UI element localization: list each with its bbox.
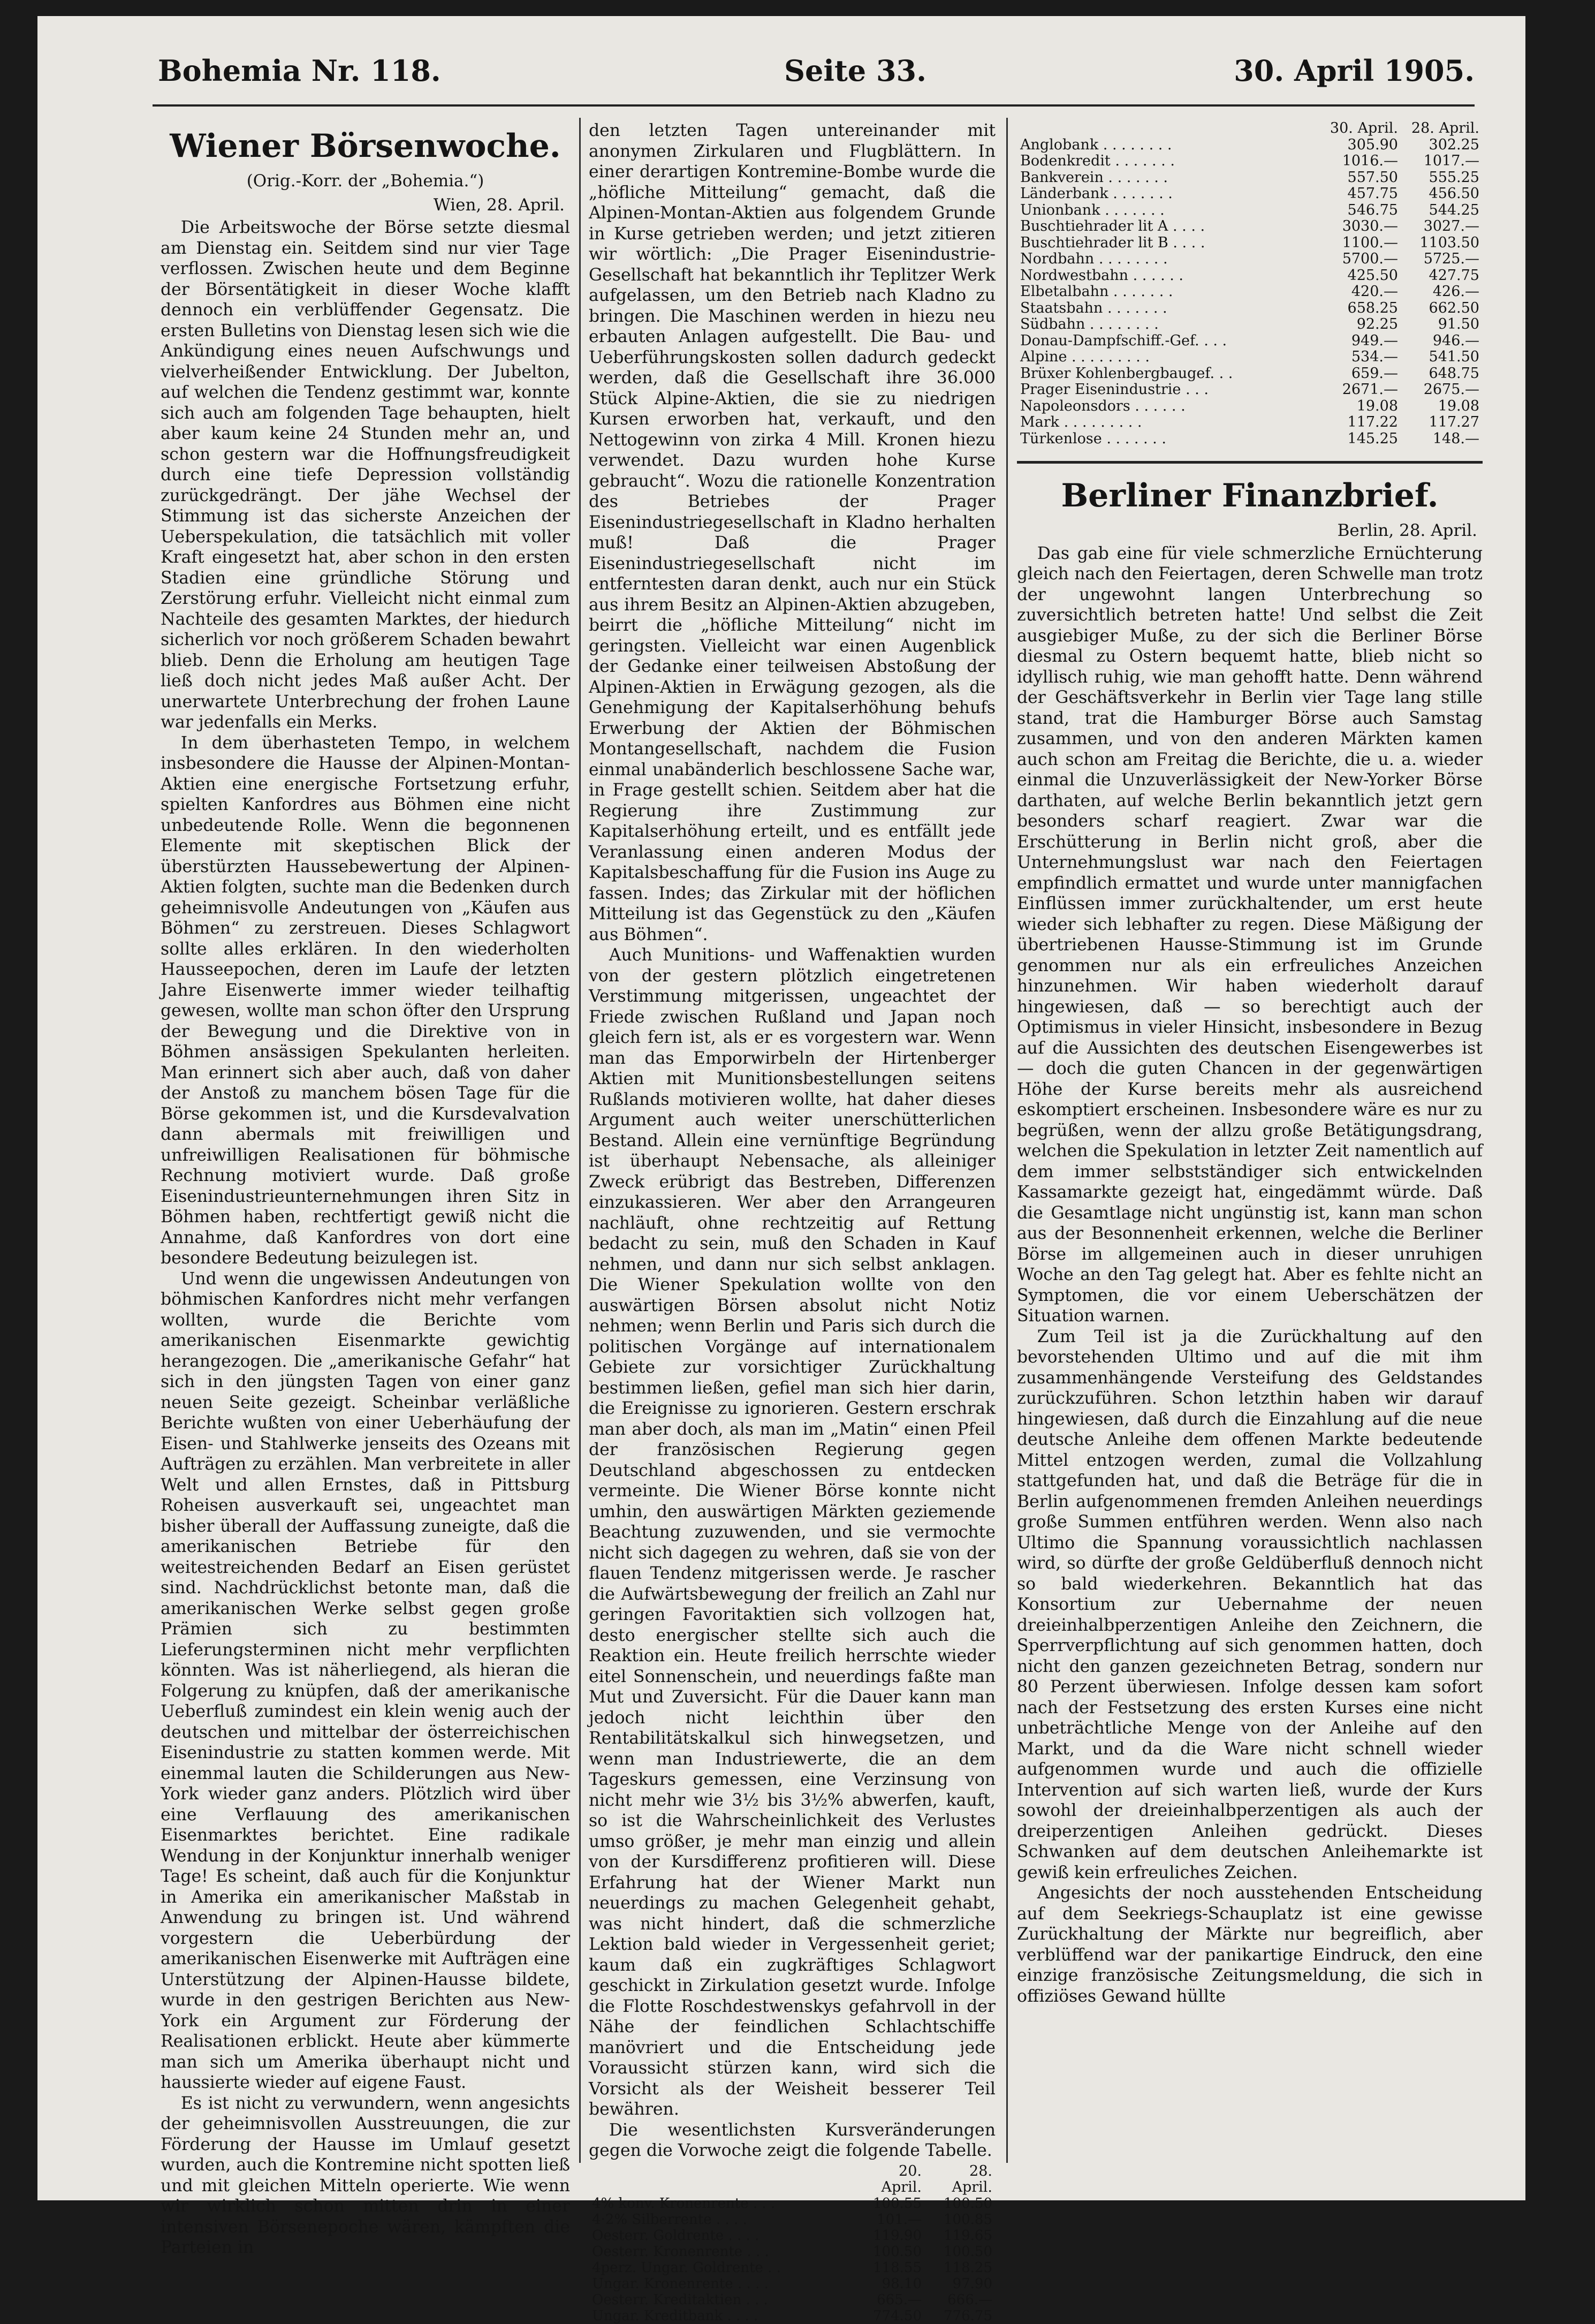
price-value: 148.— [1432,430,1479,447]
newspaper-issue: Bohemia Nr. 118. [158,54,441,88]
price-value: 555.25 [1429,169,1479,186]
security-name: Buschtiehrader lit A . . . . [1020,218,1205,234]
column-3 [1017,120,1483,2187]
table-row [1017,316,1483,333]
price-value: 5725.— [1423,251,1479,267]
security-name: Prager Eisenindustrie . . . [1020,381,1209,398]
column-1 [161,120,570,2257]
table-row [1017,414,1483,431]
price-value: 534.— [1351,349,1398,365]
price-value: 949.— [1351,332,1398,349]
table-row [1017,186,1483,202]
paragraph: Angesichts der noch ausstehenden Entscheidung auf dem Seekriegs-Schauplatz ist eine gewisse Zurückhaltung der Märkte nur begreiflich, aber verblüffend war der panikartige Eindruck, den eine einzige französische Zeitungsmeldung, die sich in offiziöses Gewand hüllte [1017,1883,1483,2006]
price-value: 456.50 [1429,185,1479,202]
price-value: 1103.50 [1419,234,1479,251]
security-name: Ungar. Kreditbank . . . . [592,2307,758,2324]
price-value: 100.55 [873,2195,922,2212]
price-value: 19.08 [1356,397,1398,414]
column-divider [579,118,581,2163]
price-value: 100.50 [873,2243,922,2260]
security-name: Oesterr. Goldrente . . . . [592,2227,759,2244]
price-value: 659.— [1351,365,1398,382]
price-value: 946.— [1432,332,1479,349]
security-name: Südbahn . . . . . . . . [1020,316,1159,332]
price-value: 544.25 [1429,201,1479,218]
table-header: 28. April. [952,2162,992,2196]
price-value: 666.— [947,2291,992,2308]
table-row [1017,202,1483,219]
price-value: 302.25 [1429,136,1479,153]
table-row [1017,251,1483,268]
price-value: 658.25 [1347,299,1398,316]
price-value: 776.75 [944,2307,992,2324]
price-value: 119.90 [873,2227,922,2244]
column-divider [1006,118,1008,2163]
table-row [1017,268,1483,284]
security-name: 4% konv. Kronenrente . . . [592,2195,776,2212]
paragraph: Das gab eine für viele schmerzliche Ernüchterung gleich nach den Feiertagen, deren Schwelle man trotz der ungewohnt langen Unterbrechung so zuversichtlich betreten hatte! Und selbst die Zeit ausgiebiger Muße, zu der sich die Berliner Börse diesmal zu Ostern bequemt hatte, blieb nicht so idyllisch ruhig, wie man gehofft hatte. Denn während der Geschäftsverkehr in Berlin vier Tage lang stille stand, trat die Hamburger Börse auch Samstag zusammen, und von den anderen Märkten kamen auch schon am Freitag die Berichte, die u. a. wieder einmal die Unzuverlässigkeit der New-Yorker Börse darthaten, auf welche Berlin bekanntlich jetzt gern besonders scharf reagiert. Zwar war die Erschütterung in Berlin nicht groß, aber die Unternehmungslust war nach den Feiertagen empfindlich ermattet und wurde unter mannigfachen Einflüssen immer zurückhaltender, um erst heute wieder sich lebhafter zu regen. Diese Mäßigung der übertriebenen Hausse-Stimmung ist im Grunde genommen nur als ein erfreuliches Anzeichen hinzunehmen. Wir haben wiederholt darauf hingewiesen, daß — so berechtigt auch der Optimismus in vieler Hinsicht, insbesondere in Bezug auf die Aussichten des deutschen Eisengewerbes ist — doch die guten Chancen in der gegenwärtigen Höhe der Kurse bereits mehr als ausreichend eskomptiert erscheinen. Insbesondere wäre es nur zu begrüßen, wenn der allzu große Betätigungsdrang, welchen die Spekulation in letzter Zeit namentlich auf dem immer selbstständiger sich entwickelnden Kassamarkte gezeigt hat, eingedämmt würde. Daß die Gesamtlage nicht ungünstig ist, kann man schon aus der Besonnenheit erkennen, welche die Berliner Börse im allgemeinen auch in dieser unruhigen Woche an den Tag gelegt hat. Aber es fehlte nicht an Symptomen, die vor einem Ueberschätzen der Situation warnen. [1017,543,1483,1326]
table-row [589,2212,996,2228]
price-value: 5700.— [1342,251,1398,267]
price-value: 427.75 [1429,267,1479,284]
security-name: Alpine . . . . . . . . . [1020,349,1150,365]
price-value: 648.75 [1429,365,1479,382]
security-name: Elbetalbahn . . . . . . . [1020,283,1173,300]
article-dateline: Berlin, 28. April. [1337,521,1477,540]
price-value: 117.27 [1429,414,1479,430]
table-row [589,2276,996,2292]
price-value: 19.08 [1438,397,1479,414]
article-title: Berliner Finanzbrief. [1061,477,1439,514]
article-title: Wiener Börsenwoche. [170,127,561,165]
paragraph: Die wesentlichsten Kursveränderungen gegen die Vorwoche zeigt die folgende Tabelle. [589,2120,996,2160]
table-row [1017,235,1483,252]
price-value: 305.90 [1347,136,1398,153]
table-row [1017,284,1483,300]
security-name: Nordbahn . . . . . . . . [1020,251,1168,267]
price-value: 100.85 [944,2211,992,2228]
security-name: Nordwestbahn . . . . . . [1020,267,1184,284]
paragraph: Und wenn die ungewissen Andeutungen von böhmischen Kanfordres nicht mehr verfangen wollten, wurde die Berichte vom amerikanischen Eisenmarkte gewichtig herangezogen. Die „amerikanische Gefahr“ hat sich in den jüngsten Tagen von einer ganz neuen Seite gezeigt. Scheinbar verläßliche Berichte wußten von einer Ueberhäufung der Eisen- und Stahlwerke jenseits des Ozeans mit Aufträgen zu erzählen. Man verbreitete in aller Welt und allen Ernstes, daß in Pittsburg Roheisen ausverkauft sei, ungeachtet man bisher überall der Auffassung zuneigte, daß die amerikanischen Betriebe für den weitestreichenden Bedarf an Eisen gerüstet sind. Nachdrücklichst betonte man, daß die amerikanischen Werke selbst gegen große Prämien sich zu bestimmten Lieferungsterminen nicht mehr verpflichten könnten. Was ist näherliegend, als hieran die Folgerung zu knüpfen, daß der amerikanische Ueberfluß zumindest ein klein wenig auch der deutschen und mittelbar der österreichischen Eisenindustrie zu statten kommen werde. Mit einemmal lauten die Schilderungen aus New-York wieder ganz anders. Plötzlich wird über eine Verflauung des amerikanischen Eisenmarktes berichtet. Eine radikale Wendung in der Konjunktur innerhalb weniger Tage! Es scheint, daß auch für die Konjunktur in Amerika ein amerikanischer Maßstab in Anwendung zu bringen ist. Und während vorgestern die Ueberbürdung der amerikanischen Eisenwerke mit Aufträgen eine Unterstützung der Alpinen-Hausse bildete, wurde in den gestrigen Berichten aus New-York ein Argument zur Förderung der Realisationen erblickt. Heute aber kümmerte man sich um Amerika überhaupt nicht und haussierte wieder auf eigene Faust. [161,1269,570,2092]
paragraph: den letzten Tagen untereinander mit anonymen Zirkularen und Flugblättern. In einer derartigen Kontremine-Bombe wurde die „höfliche Mitteilung“ gemacht, daß die Alpinen-Montan-Aktien aus folgendem Grunde in Kurse getrieben werden; und jetzt zitieren wir wörtlich: „Die Prager Eisenindustrie-Gesellschaft hat bekanntlich ihr Teplitzer Werk aufgelassen, um den Betrieb nach Kladno zu bringen. Die Maschinen werden in hiezu neu erbauten Anlagen aufgestellt. Die Bau- und Ueberführungskosten sollen dadurch gedeckt werden, daß die Gesellschaft ihre 36.000 Stück Alpine-Aktien, die sie zu niedrigen Kursen erworben hat, verkauft, und den Nettogewinn von zirka 4 Mill. Kronen hiezu verwendet. Dazu wurden hohe Kurse gebraucht“. Wozu die rationelle Konzentration des Betriebes der Prager Eisenindustriegesellschaft in Kladno herhalten muß! Daß die Prager Eisenindustriegesellschaft nicht im entferntesten daran denkt, auch nur ein Stück aus ihrem Besitz an Alpinen-Aktien abzugeben, beirrt die „höfliche Mitteilung“ nicht im geringsten. Vielleicht war einen Augenblick der Gedanke einer teilweisen Abstoßung der Alpinen-Aktien in Erwägung gezogen, als die Genehmigung der Kapitalserhöhung behufs Erwerbung der Aktien der Böhmischen Montangesellschaft, nachdem die Fusion einmal unabänderlich beschlossene Sache war, in Frage gestellt schien. Seitdem aber hat die Regierung ihre Zustimmung zur Kapitalserhöhung erteilt, und es entfällt jede Veranlassung einen anderen Modus der Kapitalsbeschaffung für die Fusion ins Auge zu fassen. Indes; das Zirkular mit der höflichen Mitteilung ist das Gegenstück zu den „Käufen aus Böhmen“. [589,121,996,944]
security-name: Napoleonsdors . . . . . . [1020,397,1186,414]
price-value: 2675.— [1423,381,1479,398]
price-value: 118.55 [873,2259,922,2276]
security-name: 4perz. Ungar. Goldrente . . [592,2259,781,2276]
table-row [589,2228,996,2244]
price-value: 425.50 [1347,267,1398,284]
table-row [589,2244,996,2260]
table-row [1017,382,1483,398]
security-name: Länderbank . . . . . . . [1020,185,1173,202]
security-name: Donau-Dampfschiff.-Gef. . . . [1020,332,1227,349]
price-value: 457.75 [1347,185,1398,202]
price-value: 101.— [877,2211,922,2228]
price-value: 426.— [1432,283,1479,300]
price-value: 3027.— [1423,218,1479,234]
issue-date: 30. April 1905. [1234,54,1475,88]
paragraph: Zum Teil ist ja die Zurückhaltung auf den bevorstehenden Ultimo und auf die mit ihm zusammenhängende Versteifung des Geldstandes zurückzuführen. Schon letzthin haben wir darauf hingewiesen, daß durch die Einzahlung auf die neue deutsche Anleihe dem offenen Markte bedeutende Mittel entzogen werden, zumal die Vollzahlung stattgefunden hat, und daß die Beträge für die in Berlin aufgenommenen fremden Anleihen neuerdings große Summen entführen werden. Wenn also nach Ultimo die Spannung voraussichtlich nachlassen wird, so dürfte der große Geldüberfluß dennoch nicht so bald wiederkehren. Bekanntlich hat das Konsortium zur Uebernahme der neuen dreieinhalbperzentigen Anleihe den Zeichnern, die Sperrverpflichtung auf sich genommen hatten, doch nicht den ganzen gezeichneten Betrag, sondern nur 80 Perzent überwiesen. Infolge dessen kam sofort nach der Festsetzung des ersten Kurses eine nicht unbeträchtliche Menge von der Anleihe auf den Markt, und da die Ware nicht schnell wieder aufgenommen wurde und auch die offizielle Intervention auf sich warten ließ, wurde der Kurs sowohl der dreieinhalbperzentigen als auch der dreiperzentigen Anleihen gedrückt. Dieses Schwanken auf dem deutschen Anleihemarkte ist gewiß kein erfreuliches Zeichen. [1017,1327,1483,1882]
security-name: Türkenlose . . . . . . . [1020,430,1166,447]
article-dateline: Wien, 28. April. [433,195,565,215]
price-value: 1017.— [1423,153,1479,169]
price-value: 774.50 [873,2307,922,2324]
security-name: Staatsbahn . . . . . . . [1020,299,1167,316]
table-row [589,2260,996,2276]
price-value: 117.22 [1347,414,1398,430]
security-name: Bankverein . . . . . . . [1020,169,1168,186]
price-value: 91.50 [1438,316,1479,332]
security-name: Unionbank . . . . . . . [1020,201,1165,218]
stock-quote-table [1017,120,1483,447]
security-name: Anglobank . . . . . . . . [1020,136,1172,153]
price-value: 100.50 [944,2195,992,2212]
page-header [158,54,1475,102]
paragraph: Es ist nicht zu verwundern, wenn angesichts der geheimnisvollen Ausstreuungen, die zur Förderung der Hausse im Umlauf gesetzt wurden, auch die Kontremine nicht spotten ließ und mit gleichen Mitteln operierte. Wie wenn wir wirklich schon mitten drin in einer intensiven Börsenepoche wären, kämpften die Parteien in [161,2093,570,2257]
price-value: 118.25 [944,2259,992,2276]
price-value: 98.10 [882,2275,922,2292]
paragraph: Die Arbeitswoche der Börse setzte diesmal am Dienstag ein. Seitdem sind nur vier Tage verflossen. Zwischen heute und dem Beginne der Börsentätigkeit in dieser Woche klafft dennoch ein verblüffender Gegensatz. Die ersten Bulletins von Dienstag lesen sich wie die Ankündigung eines neuen Aufschwungs und vielverheißender Entwicklung. Der Jubelton, auf welchen die Tendenz gestimmt war, konnte sich auch am folgenden Tage behaupten, hielt aber kaum keine 24 Stunden mehr an, und schon gestern war die Hoffnungsfreudigkeit durch eine tiefe Depression vollständig zurückgedrängt. Der jähe Wechsel der Stimmung ist das sicherste Anzeichen der Ueberspekulation, die tatsächlich mit voller Kraft eingesetzt hat, aber schon in den ersten Stadien eine gründliche Störung und Zerstörung erfuhr. Vielleicht nicht einmal zum Nachteile des gesamten Marktes, der hiedurch sicherlich vor noch größerem Schaden bewahrt blieb. Denn die Erholung am heutigen Tage ließ doch nicht jedes Maß außer Acht. Der unerwartete Unterbrechung der frohen Laune war jedenfalls ein Merks. [161,218,570,732]
table-row [589,2308,996,2324]
table-row [1017,218,1483,235]
price-value: 665.— [877,2291,922,2308]
column-2 [589,120,996,2324]
paragraph: In dem überhasteten Tempo, in welchem insbesondere die Hausse der Alpinen-Montan-Aktien eine energische Fortsetzung erfuhr, spielten Kanfordres aus Böhmen eine nicht unbedeutende Rolle. Wenn die begonnenen Elemente mit skeptischen Blick der überstürzten Haussebewertung der Alpinen-Aktien folgten, suchte man die Bedenken durch geheimnisvolle Andeutungen von „Käufen aus Böhmen“ zu zerstreuen. Dieses Schlagwort sollte alles erklären. In den wiederholten Hausseepochen, deren im Laufe der letzten Jahre Eisenwerte immer wieder teilhaftig gewesen, wollte man schon öfter den Ursprung der Bewegung und die Direktive von in Böhmen ansässigen Spekulanten herleiten. Man erinnert sich aber auch, daß von daher der Anstoß zu manchem bösen Tage für die Börse gekommen ist, und die Kursdevalvation dann abermals mit freiwilligen und unfreiwilligen Realisationen für böhmische Rechnung motiviert wurde. Daß große Eisenindustrieunternehmungen ihren Sitz in Böhmen haben, rechtfertigt gewiß nicht die Annahme, daß Kanfordres von dort eine besondere Bedeutung beizulegen ist. [161,733,570,1268]
security-name: Mark . . . . . . . . . [1020,414,1142,430]
table-row [1017,349,1483,366]
table-header: 30. April. [1330,120,1398,137]
security-name: Bodenkredit . . . . . . . [1020,153,1175,169]
section-rule [1017,461,1483,464]
price-value: 662.50 [1429,299,1479,316]
security-name: Brüxer Kohlenbergbaugef. . . [1020,365,1233,382]
price-value: 3030.— [1342,218,1398,234]
article-byline: (Orig.-Korr. der „Bohemia.“) [246,171,484,191]
page-number: Seite 33. [784,54,926,88]
price-value: 1016.— [1342,153,1398,169]
table-row [1017,170,1483,186]
table-header: 20. April. [881,2162,922,2196]
price-change-table [589,2163,996,2324]
price-value: 145.25 [1347,430,1398,447]
table-row [1017,300,1483,317]
security-name: Buschtiehrader lit B . . . . [1020,234,1205,251]
price-value: 97.90 [952,2275,992,2292]
table-row [589,2292,996,2308]
security-name: Ungar. Kronenrente . . . . [592,2275,769,2292]
security-name: 4·2% Silberrente . . . . [592,2211,747,2228]
price-value: 546.75 [1347,201,1398,218]
table-row [1017,431,1483,448]
table-row [1017,398,1483,415]
price-value: 1100.— [1342,234,1398,251]
header-rule [153,104,1475,107]
table-row [1017,137,1483,154]
security-name: Oesterr. Kreditaktien . . . [592,2291,768,2308]
price-value: 557.50 [1347,169,1398,186]
newspaper-page [37,16,1525,2324]
table-row [1017,366,1483,382]
price-value: 119.65 [944,2227,992,2244]
price-value: 100.50 [944,2243,992,2260]
table-row [1017,153,1483,170]
table-row [1017,333,1483,350]
price-value: 2671.— [1342,381,1398,398]
table-row [589,2196,996,2212]
price-value: 92.25 [1356,316,1398,332]
security-name: Oesterr. Kronenrente . . . [592,2243,769,2260]
price-value: 541.50 [1429,349,1479,365]
paragraph: Auch Munitions- und Waffenaktien wurden von der gestern plötzlich eingetretenen Verstimmung mitgerissen, ungeachtet der Friede zwischen Rußland und Japan noch gleich fern ist, als er es vorgestern war. Wenn man das Emporwirbeln der Hirtenberger Aktien mit Munitionsbestellungen seitens Rußlands motivieren wollte, hat daher dieses Argument auch weiter unerschütterlichen Bestand. Allein eine vernünftige Begründung ist überhaupt Nebensache, als alleiniger Zweck erübrigt das Bestreben, Differenzen einzukassieren. Wer aber den Arrangeuren nachläuft, ohne rechtzeitig auf Rettung bedacht zu sein, muß den Schaden in Kauf nehmen, und dann nur sich selbst anklagen. Die Wiener Spekulation wollte von den auswärtigen Börsen absolut nicht Notiz nehmen; wenn Berlin und Paris sich durch die politischen Vorgänge auf internationalem Gebiete zur vorsichtiger Zurückhaltung bestimmen ließen, gefiel man sich hier darin, die Ereignisse zu ignorieren. Gestern erschrak man aber doch, als man im „Matin“ einen Pfeil der französischen Regierung gegen Deutschland abgeschossen zu entdecken vermeinte. Die Wiener Börse konnte nicht umhin, den auswärtigen Märkten geziemende Beachtung zuzuwenden, und sie vermochte nicht sich dagegen zu wehren, daß sie von der flauen Tendenz mitgerissen werde. Je rascher die Aufwärtsbewegung der freilich an Zahl nur geringen Favoritaktien sich vollzogen hat, desto energischer stellte sich auch die Reaktion ein. Heute freilich herrschte wieder eitel Sonnenschein, und neuerdings faßte man Mut und Zuversicht. Für die Dauer kann man jedoch nicht leichthin über den Rentabilitätskalkul sich hinwegsetzen, und wenn man Industriewerte, die an dem Tageskurs gemessen, eine Verzinsung von nicht mehr wie 3½ bis 3½% abwerfen, kauft, so ist die Wahrscheinlichkeit des Verlustes umso größer, je mehr man einzig und allein von der Kursdifferenz profitieren will. Diese Erfahrung hat der Wiener Markt nun neuerdings zu machen Gelegenheit gehabt, was nicht hindert, daß die schmerzliche Lektion bald wieder in Vergessenheit geriet; kaum daß ein zugkräftiges Schlagwort geschickt in Zirkulation gesetzt wurde. Infolge die Flotte Roschdestwenskys gefahrvoll in der Nähe der feindlichen Schlachtschiffe manövriert und die Entscheidung jede Voraussicht stürzen kann, wird sich die Vorsicht als der Weisheit besserer Teil bewähren. [589,945,996,2119]
table-header: 28. April. [1411,120,1479,137]
price-value: 420.— [1351,283,1398,300]
